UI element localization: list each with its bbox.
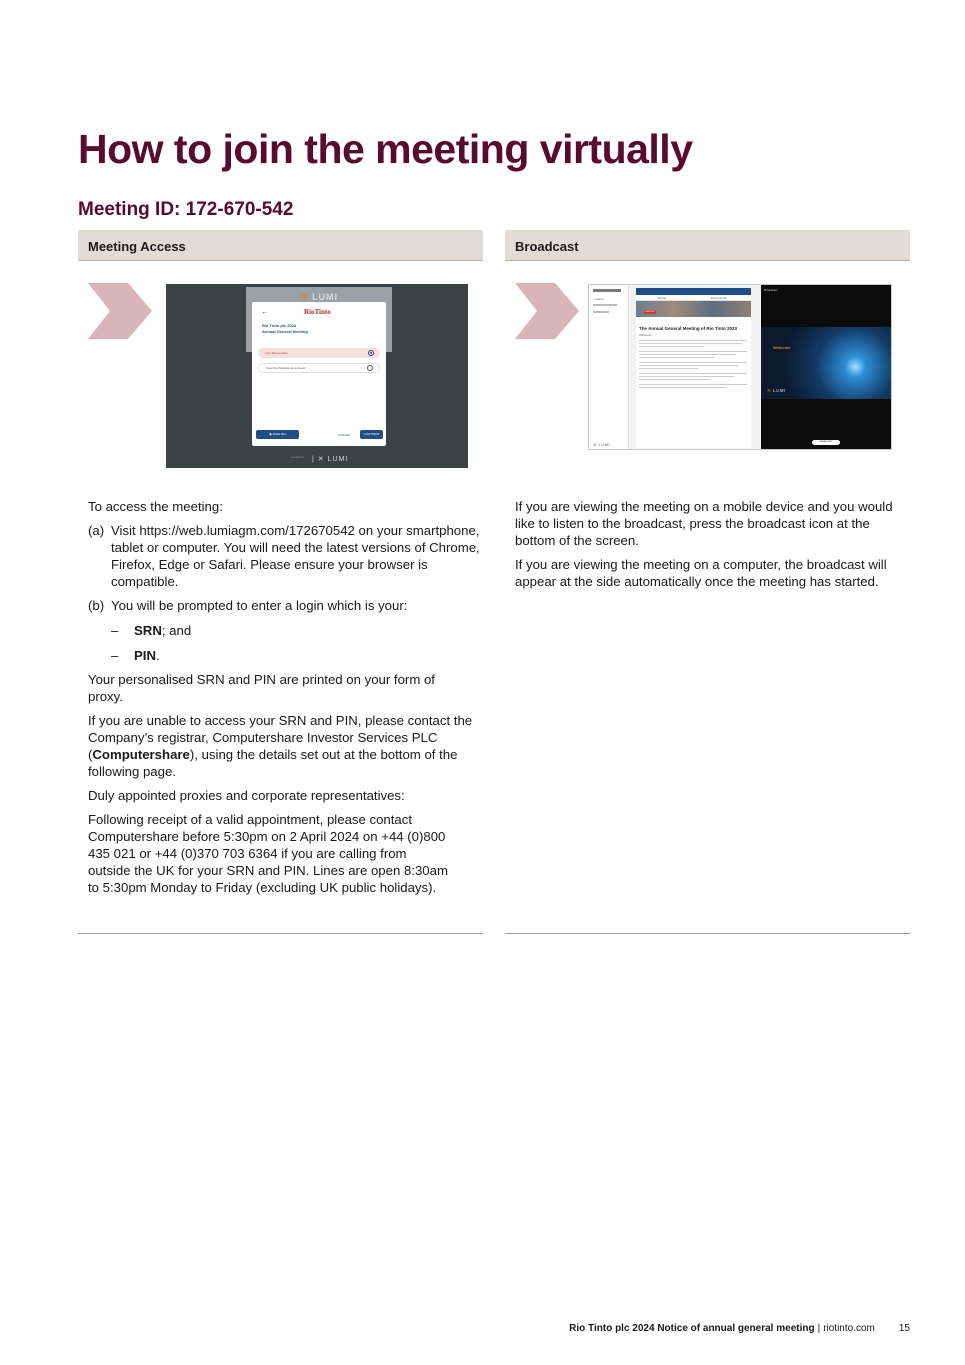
main-panel bbox=[636, 288, 751, 448]
proxies-paragraph: Following receipt of a valid appointment, please contact Computershare before 5:30pm on 2 April 2024 on +44 (0)800 435 021 or +44 (0)370 703 6364 if you are calling from outside the UK for your SRN and PIN. Lines are open 8:30am to 5:30pm Monday to Friday (excluding UK public holidays). bbox=[88, 812, 448, 895]
footer-doc-title: Rio Tinto plc 2024 Notice of annual general meeting bbox=[569, 1323, 815, 1334]
cancel-button[interactable]: CANCEL bbox=[338, 433, 351, 437]
modal-heading-2: Annual General Meeting bbox=[262, 329, 308, 334]
riotinto-logo: RioTinto bbox=[304, 308, 331, 316]
list-label: (a) bbox=[88, 523, 105, 538]
dash: – bbox=[111, 648, 119, 663]
registrar-paragraph: If you are unable to access your SRN and PIN, please contact the Company’s registrar, Computershare Investor Services PLC (Computershare), using the details set out at the bottom of the following page. bbox=[88, 713, 473, 779]
bullet-pin bbox=[111, 647, 483, 664]
tab-documents[interactable]: Documents bbox=[711, 296, 727, 300]
meeting-access-text bbox=[88, 498, 483, 903]
meeting-id: Meeting ID: 172-670-542 bbox=[78, 199, 294, 220]
lumi-footer-logo: | ✕ LUMI bbox=[312, 456, 349, 463]
list-item bbox=[88, 522, 483, 590]
intro-text: To access the meeting: bbox=[88, 499, 223, 514]
sidebar-logo bbox=[593, 289, 621, 292]
bullet-srn bbox=[111, 622, 483, 639]
main-tabs bbox=[636, 295, 751, 301]
broadcast-text bbox=[515, 498, 910, 597]
broadcast-screenshot bbox=[588, 284, 892, 450]
column-divider bbox=[78, 933, 483, 934]
lumi-login-screenshot bbox=[166, 284, 468, 468]
broadcast-computer-paragraph: If you are viewing the meeting on a computer, the broadcast will appear at the side automatically once the meeting has started. bbox=[515, 557, 887, 589]
footer-separator: | bbox=[817, 1323, 821, 1334]
modal-heading-1: Rio Tinto plc 2024 bbox=[262, 323, 297, 328]
list-label: (b) bbox=[88, 598, 105, 613]
broadcast-header: Broadcast bbox=[505, 230, 910, 261]
broadcast-panel-title: Broadcast bbox=[764, 288, 778, 292]
bullet-rest: ; and bbox=[161, 623, 192, 638]
banner-image bbox=[636, 301, 751, 317]
bullet-bold: PIN bbox=[134, 648, 156, 663]
main-topbar bbox=[636, 288, 751, 295]
bullet-bold: SRN bbox=[134, 623, 162, 638]
proxies-heading: Duly appointed proxies and corporate representatives: bbox=[88, 788, 405, 803]
video-lumi-logo: ✕ LUMI bbox=[767, 388, 786, 393]
list-text: Visit https://web.lumiagm.com/172670542 on your smartphone, tablet or computer. You will need the latest versions of Chrome, Firefox, Edge or Safari. Please ensure your browser is compatible. bbox=[111, 523, 480, 589]
broadcast-button[interactable]: BROADCAST bbox=[812, 440, 840, 445]
broadcast-mobile-paragraph: If you are viewing the meeting on a mobile device and you would like to listen to the broadcast, press the broadcast icon at the bottom of the screen. bbox=[515, 499, 893, 548]
broadcast-video[interactable] bbox=[761, 327, 892, 399]
sidebar-lumi-logo: ✕ LUMI bbox=[593, 442, 611, 447]
video-welcome: Welcome bbox=[773, 345, 791, 350]
option-guest[interactable] bbox=[258, 363, 380, 373]
option-shareholder[interactable] bbox=[258, 348, 380, 358]
page-number: 15 bbox=[898, 1323, 910, 1334]
sidebar-item[interactable] bbox=[593, 304, 617, 306]
main-title: The Annual General Meeting of Rio Tinto 2023 bbox=[639, 326, 738, 331]
app-sidebar bbox=[589, 285, 629, 450]
broadcast-column bbox=[505, 230, 910, 589]
lumi-logo: ✕ LUMI bbox=[300, 292, 339, 302]
tab-home[interactable]: Home bbox=[658, 296, 667, 300]
chevron-right-icon bbox=[515, 283, 579, 339]
page-title: How to join the meeting virtually bbox=[78, 126, 693, 172]
option-guest-label: View the Webcast as a Guest bbox=[266, 366, 306, 370]
radio-unselected[interactable] bbox=[367, 365, 373, 371]
radio-selected[interactable] bbox=[368, 350, 374, 356]
bullet-rest: . bbox=[155, 648, 160, 663]
sidebar-item[interactable] bbox=[593, 311, 609, 313]
main-welcome: Welcome bbox=[639, 333, 652, 337]
list-text: You will be prompted to enter a login which is your: bbox=[111, 598, 408, 613]
page-footer bbox=[569, 1323, 910, 1334]
meeting-access-header: Meeting Access bbox=[78, 230, 483, 261]
column-divider bbox=[505, 933, 910, 934]
dash: – bbox=[111, 623, 119, 638]
continue-button[interactable]: CONTINUE bbox=[360, 430, 383, 439]
option-shareholder-label: I am Shareholder bbox=[265, 351, 289, 355]
meeting-access-column bbox=[78, 230, 483, 895]
srn-pin-paragraph: Your personalised SRN and PIN are printed on your form of proxy. bbox=[88, 672, 435, 704]
footer-site: riotinto.com bbox=[823, 1323, 875, 1334]
language-button[interactable]: ◉ ENGLISH bbox=[256, 430, 299, 439]
login-modal bbox=[252, 302, 386, 446]
sidebar-item-home[interactable]: ⌂ Home bbox=[593, 297, 604, 301]
chevron-right-icon bbox=[88, 283, 152, 339]
broadcast-panel bbox=[761, 285, 892, 450]
powered-by: POWERED BY bbox=[291, 457, 305, 459]
meeting-badge: MEETING bbox=[645, 311, 655, 313]
list-item bbox=[88, 597, 483, 614]
back-arrow-icon[interactable]: ← bbox=[261, 309, 268, 316]
main-body-lines bbox=[639, 340, 747, 390]
